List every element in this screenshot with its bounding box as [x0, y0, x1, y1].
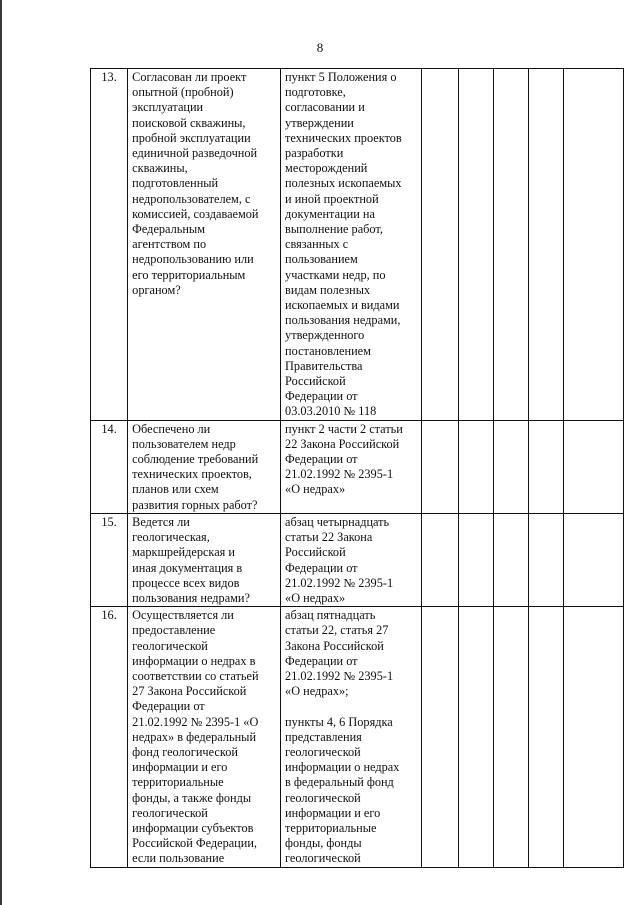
- notes-cell: [564, 69, 624, 421]
- row-number: 16.: [91, 607, 128, 867]
- page-number: 8: [316, 40, 324, 55]
- answer-no-cell: [458, 69, 493, 421]
- notes-cell: [564, 607, 624, 867]
- answer-not-applicable-cell: [493, 420, 528, 513]
- answer-not-applicable-cell: [493, 69, 528, 421]
- notes-cell: [564, 513, 624, 606]
- legal-reference: пункт 5 Положения о подготовке, согласовании и утверждении технических проектов разработки месторождений полезных ископаемых и иной проектной документации на выполнение работ, связанных с пользованием участками недр, по видам полезных ископаемых и видами пользования недрами, утвержденного постановлением Правительства Российской Федерации от 03.03.2010 № 118: [281, 69, 421, 421]
- answer-extra-cell: [528, 607, 563, 867]
- table-row: [91, 69, 624, 421]
- requirement-question: Осуществляется ли предоставление геологической информации о недрах в соответствии со статьей 27 Закона Российской Федерации от 21.02.1992 № 2395-1 «О недрах» в федеральный фонд геологической информации и его территориальные фонды, а также фонды геологической информации субъектов Российской Федерации, если пользование: [128, 607, 281, 867]
- answer-not-applicable-cell: [493, 513, 528, 606]
- scan-left-edge: [0, 0, 2, 905]
- legal-reference: абзац четырнадцать статьи 22 Закона Российской Федерации от 21.02.1992 № 2395-1 «О недрах»: [281, 513, 421, 606]
- answer-extra-cell: [528, 69, 563, 421]
- requirement-question: Согласован ли проект опытной (пробной) эксплуатации поисковой скважины, пробной эксплуатации единичной разведочной скважины, подготовленный недропользователем, с комиссией, создаваемой Федеральным агентством по недропользованию или его территориальным органом?: [128, 69, 281, 421]
- legal-reference: абзац пятнадцать статьи 22, статья 27 Закона Российской Федерации от 21.02.1992 № 2395-1 «О недрах»; пункты 4, 6 Порядка представления геологической информации о недрах в федеральный фонд геологической информации и его территориальные фонды, фонды геологической: [281, 607, 421, 867]
- table-row: [91, 513, 624, 606]
- legal-reference: пункт 2 части 2 статьи 22 Закона Российской Федерации от 21.02.1992 № 2395-1 «О недрах»: [281, 420, 421, 513]
- answer-not-applicable-cell: [493, 607, 528, 867]
- notes-cell: [564, 420, 624, 513]
- requirement-question: Ведется ли геологическая, маркшрейдерская и иная документация в процессе всех видов пользования недрами?: [128, 513, 281, 606]
- answer-yes-cell: [421, 513, 458, 606]
- answer-yes-cell: [421, 420, 458, 513]
- row-number: 14.: [91, 420, 128, 513]
- answer-extra-cell: [528, 420, 563, 513]
- answer-no-cell: [458, 607, 493, 867]
- requirement-question: Обеспечено ли пользователем недр соблюдение требований технических проектов, планов или схем развития горных работ?: [128, 420, 281, 513]
- table-row: [91, 607, 624, 867]
- answer-yes-cell: [421, 69, 458, 421]
- checklist-table: [90, 68, 624, 868]
- answer-extra-cell: [528, 513, 563, 606]
- table-row: [91, 420, 624, 513]
- answer-no-cell: [458, 420, 493, 513]
- answer-no-cell: [458, 513, 493, 606]
- answer-yes-cell: [421, 607, 458, 867]
- row-number: 15.: [91, 513, 128, 606]
- row-number: 13.: [91, 69, 128, 421]
